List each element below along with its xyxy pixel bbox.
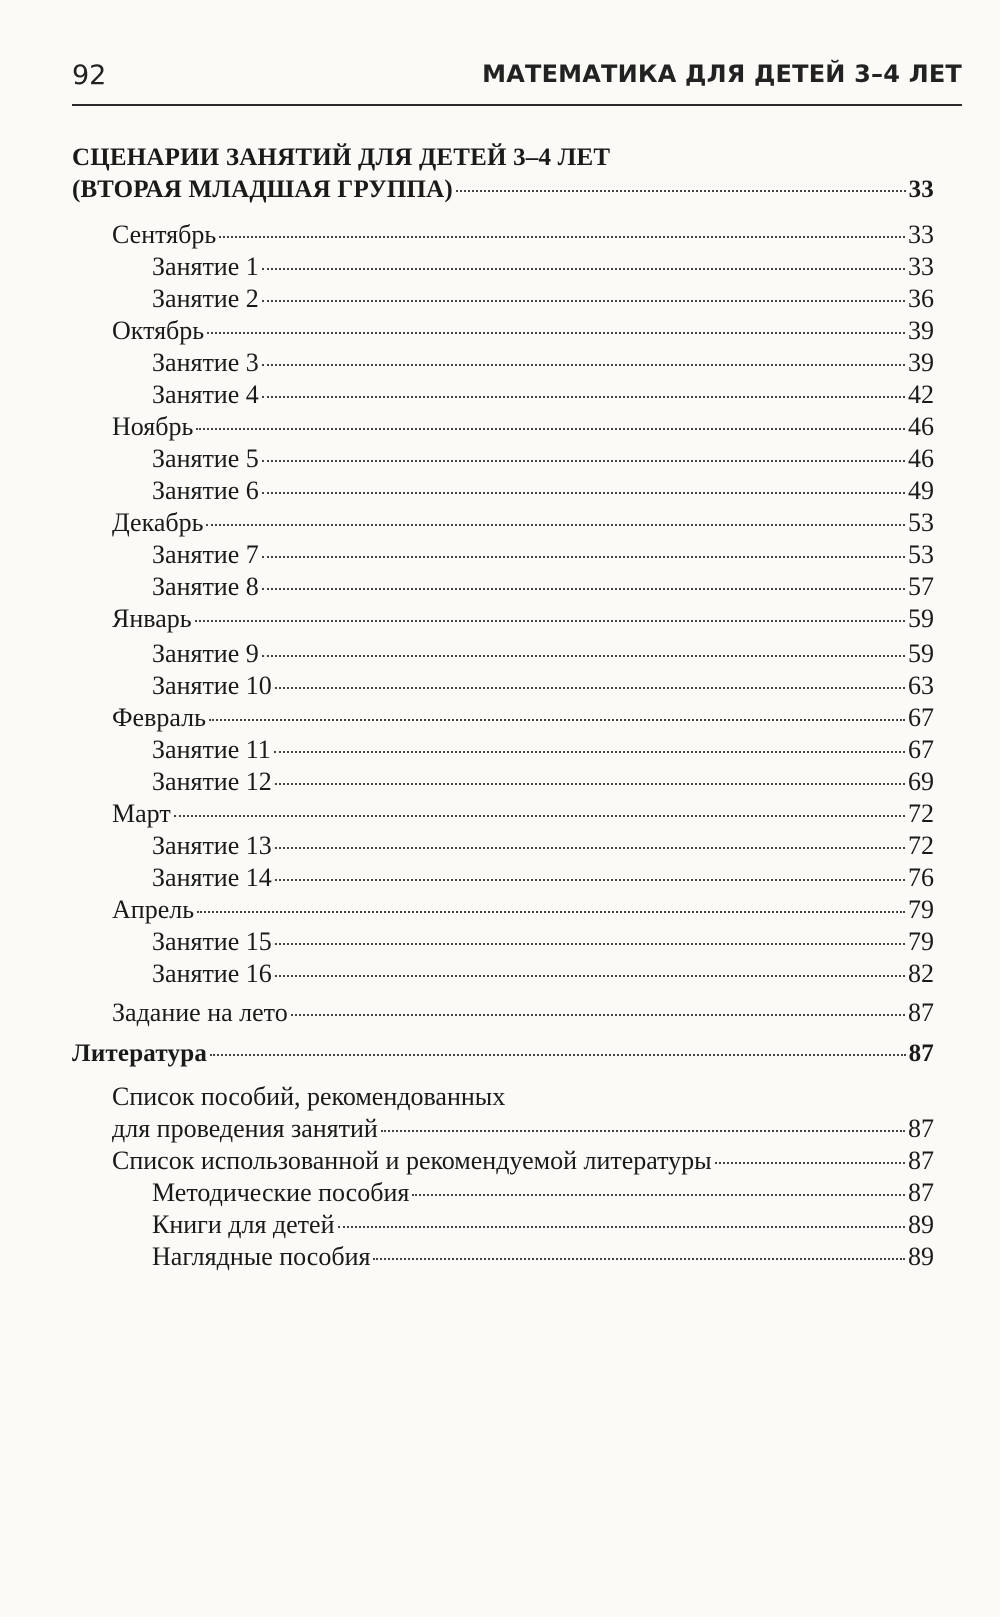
leader-dots: [196, 428, 905, 430]
toc-entry-title: Ноябрь: [112, 412, 194, 441]
toc-entry-month[interactable]: [112, 316, 934, 346]
toc-entry-title: Занятие 14: [152, 863, 272, 892]
toc-entry-lesson[interactable]: [152, 476, 934, 506]
leader-dots: [715, 1162, 905, 1164]
toc-entry-month[interactable]: [112, 799, 934, 829]
toc-entry-page: 79: [908, 895, 934, 924]
toc-entry-page: 89: [908, 1210, 934, 1239]
toc-entry-page: 79: [908, 927, 934, 956]
toc-entry-page: 39: [908, 316, 934, 345]
toc-entry-title: Занятие 11: [152, 735, 271, 764]
toc-entry-page: 46: [908, 444, 934, 473]
toc-entry-month[interactable]: [112, 508, 934, 538]
toc-entry-page: 72: [908, 831, 934, 860]
toc-entry-page: 63: [908, 671, 934, 700]
toc-entry-title: Задание на лето: [112, 998, 288, 1027]
toc-entry-page: 87: [908, 1146, 934, 1175]
toc-entry-page: 39: [908, 348, 934, 377]
toc-entry-lesson[interactable]: [152, 639, 934, 669]
leader-dots: [209, 719, 905, 721]
toc-entry-page: 87: [908, 998, 934, 1027]
toc-entry-page: 69: [908, 767, 934, 796]
leader-dots: [219, 236, 905, 238]
leader-dots: [206, 524, 905, 526]
toc-entry-page: 33: [908, 220, 934, 249]
header-rule: [72, 104, 962, 106]
toc-entry-title: Занятие 15: [152, 927, 272, 956]
toc-entry-lesson[interactable]: [152, 767, 934, 797]
toc-entry-lesson[interactable]: [152, 831, 934, 861]
page-number: 92: [72, 60, 107, 91]
toc-entry-lesson[interactable]: [152, 540, 934, 570]
toc-entry-month[interactable]: [112, 604, 934, 634]
toc-entry-lesson[interactable]: [152, 284, 934, 314]
toc-entry-title: Книги для детей: [152, 1210, 335, 1239]
leader-dots: [210, 1054, 906, 1056]
toc-entry-lesson[interactable]: [152, 927, 934, 957]
toc-entry-title: Список использованной и рекомендуемой литературы: [112, 1146, 712, 1175]
leader-dots: [275, 847, 905, 849]
running-head: [72, 52, 962, 104]
toc-entry-title: Наглядные пособия: [152, 1242, 371, 1271]
toc-entry-lesson[interactable]: [152, 380, 934, 410]
leader-dots: [381, 1130, 905, 1132]
toc-entry-title: Занятие 7: [152, 540, 259, 569]
toc-entry-page: 72: [908, 799, 934, 828]
leader-dots: [207, 332, 905, 334]
toc-entry-title: Занятие 12: [152, 767, 272, 796]
lit-entry-line1: Список пособий, рекомендованных: [112, 1082, 506, 1111]
toc-entry-page: 53: [908, 508, 934, 537]
toc-entry-month[interactable]: [112, 895, 934, 925]
toc-entry-title: Январь: [112, 604, 192, 633]
toc-entry-title: Март: [112, 799, 171, 828]
toc-entry-title: Занятие 5: [152, 444, 259, 473]
toc-entry-title: Занятие 3: [152, 348, 259, 377]
book-title: МАТЕМАТИКА ДЛЯ ДЕТЕЙ 3–4 ЛЕТ: [482, 60, 962, 88]
leader-dots: [275, 879, 905, 881]
leader-dots: [262, 655, 905, 657]
toc-entry-page: 89: [908, 1242, 934, 1271]
toc-entry-title: Занятие 16: [152, 959, 272, 988]
toc-entry-section1[interactable]: [72, 176, 934, 204]
toc-entry-title: Литература: [72, 1040, 208, 1067]
toc-entry-title: Апрель: [112, 895, 195, 924]
toc-entry-title: Занятие 10: [152, 671, 272, 700]
toc-entry-month[interactable]: [112, 412, 934, 442]
leader-dots: [456, 190, 906, 192]
leader-dots: [174, 815, 905, 817]
toc-entry-page: 49: [908, 476, 934, 505]
toc-entry-title: Методические пособия: [152, 1178, 410, 1207]
leader-dots: [291, 1014, 905, 1016]
toc-entry-title: Февраль: [112, 703, 206, 732]
toc-entry-page: 82: [908, 959, 934, 988]
toc-entry-lit-sub[interactable]: [152, 1242, 934, 1272]
toc-entry-page: 59: [908, 639, 934, 668]
leader-dots: [262, 588, 905, 590]
toc-entry-page: 42: [908, 380, 934, 409]
toc-entry-page: 53: [908, 540, 934, 569]
toc-entry-summer-task[interactable]: [112, 998, 934, 1028]
toc-entry-title: Занятие 8: [152, 572, 259, 601]
leader-dots: [275, 975, 905, 977]
toc-entry-lesson[interactable]: [152, 735, 934, 765]
toc-entry-page: 87: [908, 1114, 934, 1143]
toc-entry-page: 46: [908, 412, 934, 441]
toc-entry-title: Занятие 1: [152, 252, 259, 281]
leader-dots: [262, 300, 905, 302]
toc-entry-lit[interactable]: [112, 1146, 934, 1176]
toc-entry-month[interactable]: [112, 703, 934, 733]
toc-entry-title: Занятие 13: [152, 831, 272, 860]
toc-entry-lit-sub[interactable]: [152, 1210, 934, 1240]
toc-entry-title: Занятие 9: [152, 639, 259, 668]
toc-entry-title: Октябрь: [112, 316, 205, 345]
toc-entry-title: Занятие 2: [152, 284, 259, 313]
leader-dots: [262, 492, 905, 494]
leader-dots: [373, 1258, 905, 1260]
leader-dots: [275, 943, 905, 945]
toc-entry-lesson[interactable]: [152, 959, 934, 989]
leader-dots: [338, 1226, 906, 1228]
toc-entry-lesson[interactable]: [152, 671, 934, 701]
toc-entry-lesson[interactable]: [152, 252, 934, 282]
toc-entry-lesson[interactable]: [152, 348, 934, 378]
toc-entry-page: 87: [908, 1178, 934, 1207]
toc-entry-page: 67: [908, 703, 934, 732]
toc-entry-page: 36: [908, 284, 934, 313]
leader-dots: [275, 783, 905, 785]
toc-entry-lit-sub[interactable]: [152, 1178, 934, 1208]
toc-entry-title: Сентябрь: [112, 220, 217, 249]
toc-entry-title: (ВТОРАЯ МЛАДШАЯ ГРУППА): [72, 176, 453, 203]
toc-entry-lit[interactable]: [112, 1114, 934, 1144]
leader-dots: [275, 687, 905, 689]
leader-dots: [412, 1194, 905, 1196]
leader-dots: [262, 364, 905, 366]
leader-dots: [274, 751, 905, 753]
leader-dots: [197, 911, 905, 913]
toc-entry-page: 33: [908, 252, 934, 281]
section-heading-line1: СЦЕНАРИИ ЗАНЯТИЙ ДЛЯ ДЕТЕЙ 3–4 ЛЕТ: [72, 144, 611, 171]
toc-entry-lesson[interactable]: [152, 444, 934, 474]
toc-entry-title: Занятие 6: [152, 476, 259, 505]
leader-dots: [262, 460, 905, 462]
leader-dots: [195, 620, 905, 622]
toc-entry-page: 76: [908, 863, 934, 892]
leader-dots: [262, 556, 905, 558]
toc-entry-lesson[interactable]: [152, 863, 934, 893]
leader-dots: [262, 396, 905, 398]
toc-entry-page: 87: [908, 1040, 934, 1067]
toc-entry-section2[interactable]: [72, 1040, 934, 1068]
toc-entry-lesson[interactable]: [152, 572, 934, 602]
toc-entry-title: для проведения занятий: [112, 1114, 378, 1143]
toc-entry-title: Декабрь: [112, 508, 204, 537]
toc-entry-page: 57: [908, 572, 934, 601]
toc-entry-title: Занятие 4: [152, 380, 259, 409]
toc-entry-month[interactable]: [112, 220, 934, 250]
toc-entry-page: 33: [908, 176, 934, 203]
toc-entry-page: 59: [908, 604, 934, 633]
leader-dots: [262, 268, 905, 270]
toc-entry-page: 67: [908, 735, 934, 764]
